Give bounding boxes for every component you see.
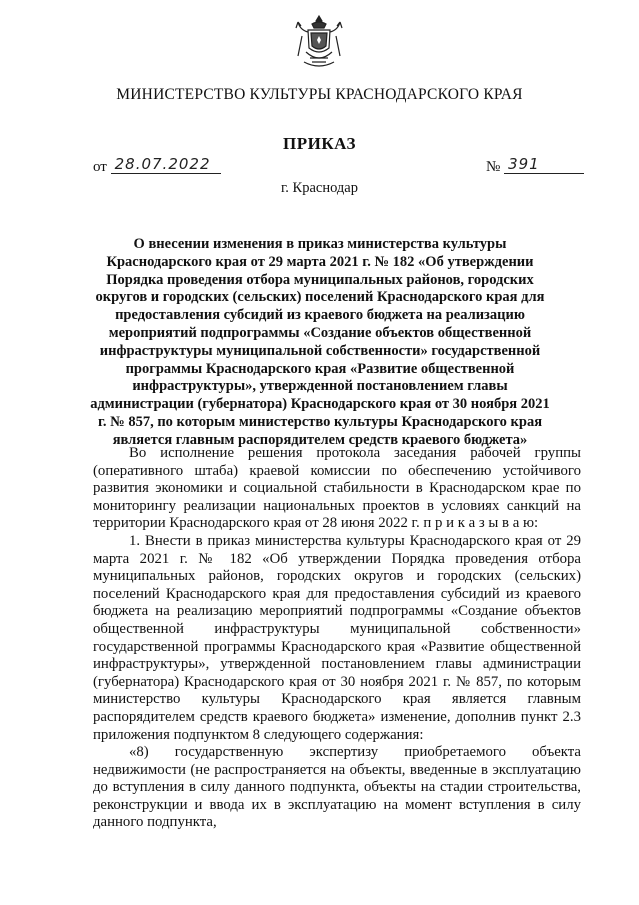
order-number-handwritten: 391	[504, 155, 584, 174]
body-paragraph-subitem-8: «8) государственную экспертизу приобретаемого объекта недвижимости (не распространяется на объекты, введенные в эксплуатацию до вступления в силу данного подпункта, объекты на стадии строительства, реконструкции и ввода их в эксплуатацию на момент вступления в силу данного подпункта,	[93, 744, 581, 831]
order-number-row	[486, 157, 584, 176]
city-name: г. Краснодар	[280, 180, 358, 196]
order-subject-title: О внесении изменения в приказ министерства культуры Краснодарского края от 29 марта 2021 г. № 182 «Об утверждении Порядка проведения отбора муниципальных районов, городских округов и городских (сельских) поселений Краснодарского края для предоставления субсидий из краевого бюджета на реализацию мероприятий подпрограммы «Создание объектов общественной инфраструктуры муниципальной собственности» государственной программы Краснодарского края «Развитие общественной инфраструктуры», утвержденной постановлением главы администрации (губернатора) Краснодарского края от 30 ноября 2021 г. № 857, по которым министерство культуры Краснодарского края является главным распорядителем средств краевого бюджета»	[90, 236, 550, 448]
body-paragraph-item-1: 1. Внести в приказ министерства культуры Краснодарского края от 29 марта 2021 г. № 182 «Об утверждении Порядка проведения отбора муниципальных районов, городских округов и городских (сельских) поселений Краснодарского края для предоставления субсидий из краевого бюджета на реализацию мероприятий подпрограммы «Создание объектов общественной инфраструктуры муниципальной собственности» государственной программы Краснодарского края «Развитие общественной инфраструктуры», утвержденной постановлением главы администрации (губернатора) Краснодарского края от 30 ноября 2021 г. № 857, по которым министерство культуры Краснодарского края является главным распорядителем средств краевого бюджета» изменение, дополнив пункт 2.3 приложения подпунктом 8 следующего содержания:	[93, 532, 581, 743]
krasnodar-coat-of-arms-icon	[294, 12, 344, 70]
ministry-name: МИНИСТЕРСТВО КУЛЬТУРЫ КРАСНОДАРСКОГО КРАЯ	[116, 86, 523, 103]
order-date-handwritten: 28.07.2022	[111, 155, 221, 174]
order-body	[93, 445, 581, 832]
order-date-row	[93, 157, 221, 176]
document-type-title: ПРИКАЗ	[283, 134, 356, 153]
body-paragraph-preamble: Во исполнение решения протокола заседания рабочей группы (оперативного штаба) краевой комиссии по обеспечению устойчивого развития экономики и социальной стабильности в Краснодарском крае по мониторингу реализации национальных проектов в условиях санкций на территории Краснодарского края от 28 июня 2022 г. п р и к а з ы в а ю:	[93, 445, 581, 532]
date-prefix: от	[93, 159, 107, 175]
number-prefix: №	[486, 159, 501, 175]
